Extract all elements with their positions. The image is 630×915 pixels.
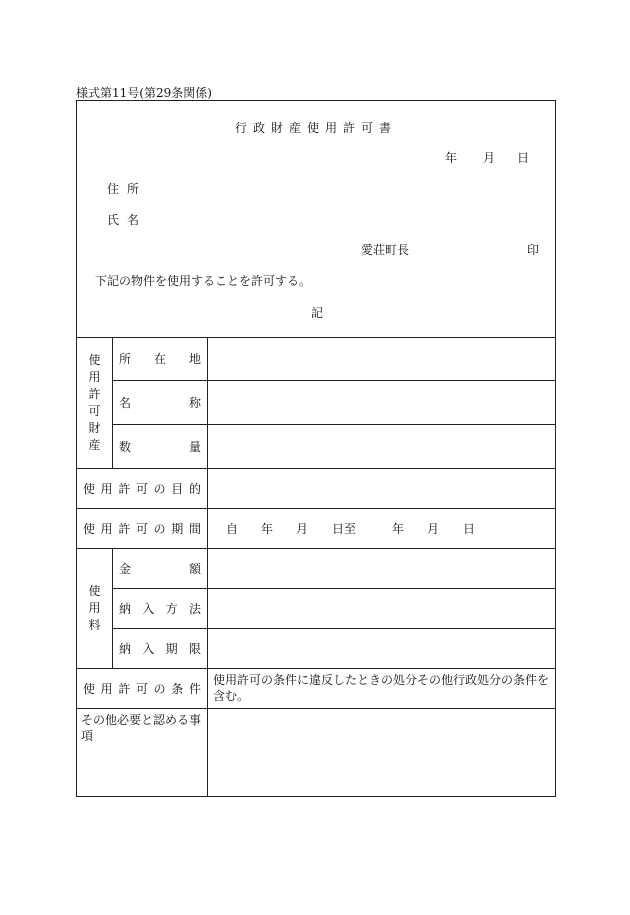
name-label-1: 氏 [107, 213, 120, 227]
statement: 下記の物件を使用することを許可する。 [95, 274, 312, 288]
location-label: 所 在 地 [119, 352, 201, 366]
ki-mark: 記 [311, 306, 324, 320]
conditions-label: 使 用 許 可 の 条 件 [83, 682, 201, 696]
fee-group-label: 使 用 料 [88, 584, 101, 632]
other-field[interactable] [208, 709, 556, 797]
quantity-label: 数 量 [119, 440, 201, 454]
conditions-text: 使用許可の条件に違反したときの処分その他行政処分の条件を含む。 [213, 673, 550, 703]
form-title: 行政財産使用許可書 [234, 121, 397, 135]
property-group-label: 使 用 許 可 財 産 [88, 352, 101, 452]
date-month: 月 [483, 151, 496, 165]
issuer: 愛荘町長 [361, 243, 410, 257]
name-label-2: 名 [127, 213, 140, 227]
fee-amount-field[interactable] [208, 549, 556, 588]
address-label-1: 住 [107, 182, 120, 196]
date-day: 日 [517, 151, 530, 165]
payment-method-field[interactable] [208, 589, 556, 628]
seal-mark: 印 [527, 243, 540, 257]
property-name-label: 名 称 [119, 396, 201, 410]
quantity-field[interactable] [208, 425, 556, 468]
property-name-field[interactable] [208, 381, 556, 424]
other-label: その他必要と認める事項 [81, 713, 202, 743]
purpose-field[interactable] [208, 469, 556, 508]
period-field[interactable]: 自 年 月 日至 年 月 日 [226, 522, 476, 536]
payment-method-label: 納 入 方 法 [119, 602, 201, 616]
address-label-2: 所 [127, 182, 140, 196]
permit-form [76, 100, 556, 797]
form-number: 様式第11号(第29条関係) [76, 86, 212, 100]
form-header [77, 101, 555, 338]
location-field[interactable] [208, 337, 556, 380]
period-label: 使 用 許 可 の 期 間 [83, 522, 201, 536]
fee-amount-label: 金 額 [119, 562, 201, 576]
payment-deadline-label: 納 入 期 限 [119, 642, 201, 656]
purpose-label: 使 用 許 可 の 目 的 [83, 482, 201, 496]
payment-deadline-field[interactable] [208, 629, 556, 668]
date-year: 年 [445, 151, 458, 165]
